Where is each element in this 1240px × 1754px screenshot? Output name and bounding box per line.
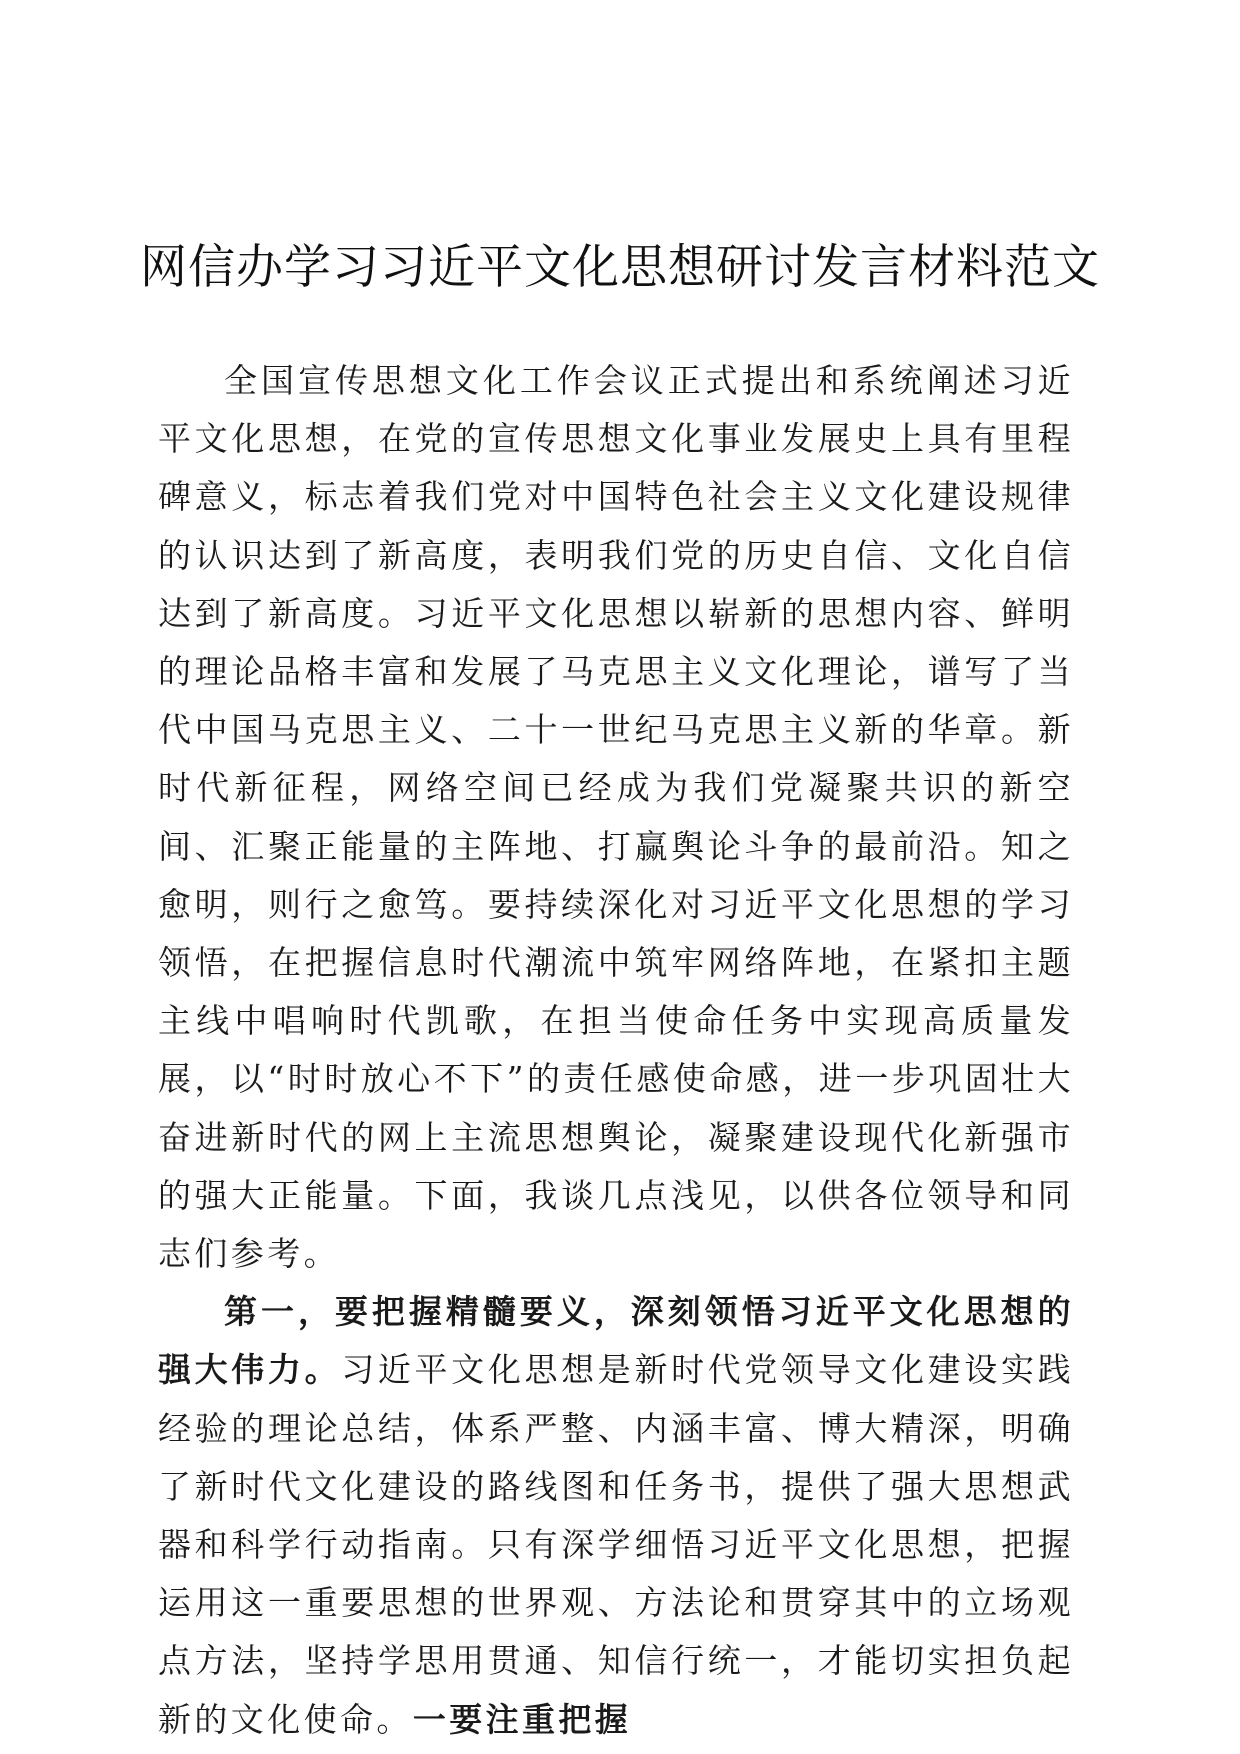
section-one-paragraph	[158, 1283, 1074, 1749]
section-one-trailing-bold: 一要注重把握	[412, 1699, 632, 1739]
document-title: 网信办学习习近平文化思想研讨发言材料范文	[140, 240, 1100, 295]
section-one-body: 习近平文化思想是新时代党领导文化建设实践经验的理论总结，体系严整、内涵丰富、博大精深，明确了新时代文化建设的路线图和任务书，提供了强大思想武器和科学行动指南。只有深学细悟习近平文化思想，把握运用这一重要思想的世界观、方法论和贯穿其中的立场观点方法，坚持学思用贯通、知信行统一，才能切实担负起新的文化使命。	[158, 1350, 1074, 1739]
section-one-heading: 第一，要把握精髓要义，深刻领悟习近平文化思想的强大伟力。	[158, 1292, 1074, 1390]
document-body	[158, 352, 1074, 1749]
intro-paragraph: 全国宣传思想文化工作会议正式提出和系统阐述习近平文化思想，在党的宣传思想文化事业发展史上具有里程碑意义，标志着我们党对中国特色社会主义文化建设规律的认识达到了新高度，表明我们党的历史自信、文化自信达到了新高度。习近平文化思想以崭新的思想内容、鲜明的理论品格丰富和发展了马克思主义文化理论，谱写了当代中国马克思主义、二十一世纪马克思主义新的华章。新时代新征程，网络空间已经成为我们党凝聚共识的新空间、汇聚正能量的主阵地、打赢舆论斗争的最前沿。知之愈明，则行之愈笃。要持续深化对习近平文化思想的学习领悟，在把握信息时代潮流中筑牢网络阵地，在紧扣主题主线中唱响时代凯歌，在担当使命任务中实现高质量发展，以“时时放心不下”的责任感使命感，进一步巩固壮大奋进新时代的网上主流思想舆论，凝聚建设现代化新强市的强大正能量。下面，我谈几点浅见，以供各位领导和同志们参考。	[158, 361, 1074, 1274]
